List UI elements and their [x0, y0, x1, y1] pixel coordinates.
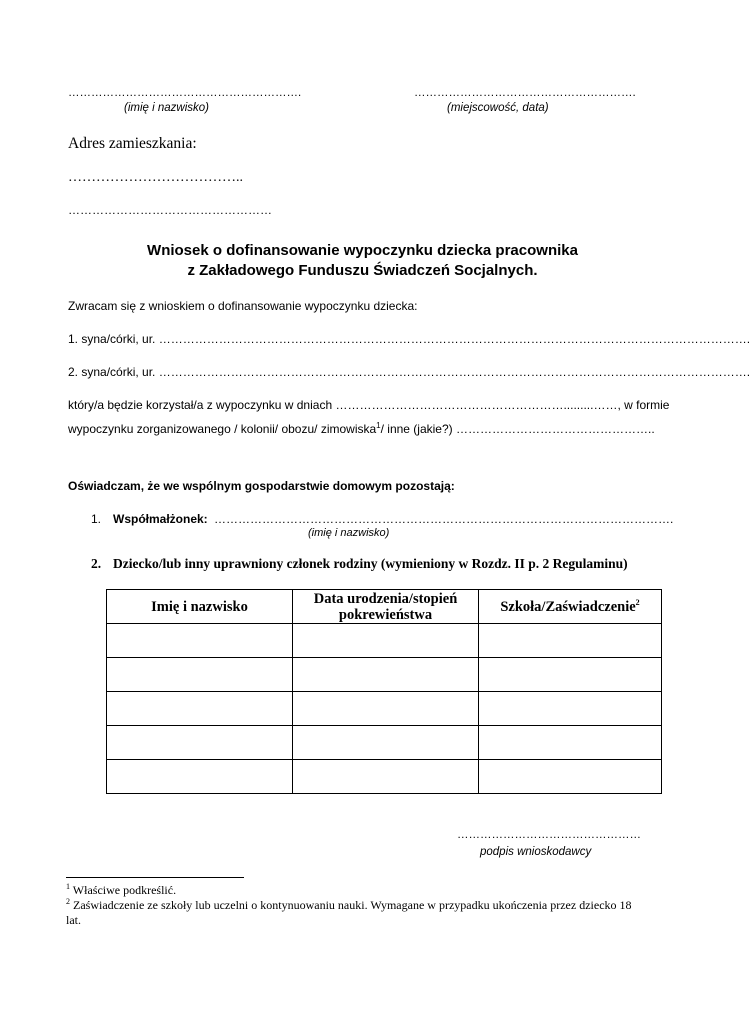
title-line-1: Wniosek o dofinansowanie wypoczynku dziecka pracownika	[147, 242, 578, 259]
table-cell[interactable]	[107, 726, 293, 760]
family-member-label: Dziecko/lub inny uprawniony członek rodziny (wymieniony w Rozdz. II p. 2 Regulaminu)	[113, 556, 628, 571]
family-members-table	[106, 589, 662, 794]
child-2-line: 2. syna/córki, ur. ………………………………………………………………………………………………………………………………….	[68, 365, 750, 379]
footnote-separator	[66, 877, 244, 878]
header-birth-relation	[293, 590, 479, 624]
header-birth-line2: pokrewieństwa	[338, 606, 433, 623]
table-cell[interactable]	[479, 726, 662, 760]
footnote-2-number: 2	[66, 897, 70, 906]
header-school-text: Szkoła/Zaświadczenie	[500, 598, 636, 615]
address-line-1: ………………………………..	[68, 170, 243, 185]
name-label: (imię i nazwisko)	[124, 102, 209, 114]
request-intro: Zwracam się z wnioskiem o dofinansowanie wypoczynku dziecka:	[68, 299, 418, 313]
table-header-row	[107, 590, 662, 624]
rest-form-text: wypoczynku zorganizowanego / kolonii/ obozu/ zimowiska	[68, 422, 377, 436]
table-row	[107, 658, 662, 692]
rest-dates-line: który/a będzie korzystał/a z wypoczynku w dniach ………………………………………………….........……, w formie	[68, 398, 670, 412]
table-row	[107, 760, 662, 794]
signature-dots: …………………………………………	[457, 829, 641, 841]
header-name: Imię i nazwisko	[107, 590, 293, 624]
footnote-1-number: 1	[66, 882, 70, 891]
table-cell[interactable]	[479, 624, 662, 658]
table-cell[interactable]	[479, 692, 662, 726]
table-row	[107, 624, 662, 658]
table-cell[interactable]	[479, 658, 662, 692]
table-row	[107, 692, 662, 726]
footnote-ref-1: 1	[376, 421, 381, 430]
footnote-2	[66, 898, 632, 913]
spouse-dots: …………………………………………………………………………………………………….	[214, 512, 674, 526]
table-cell[interactable]	[293, 760, 479, 794]
spouse-label: Współmałżonek:	[113, 512, 208, 526]
signature-label: podpis wnioskodawcy	[480, 846, 592, 858]
table-cell[interactable]	[293, 624, 479, 658]
table-cell[interactable]	[293, 726, 479, 760]
table-cell[interactable]	[107, 760, 293, 794]
header-school	[479, 590, 662, 624]
declaration-heading: Oświadczam, że we wspólnym gospodarstwie domowym pozostają:	[68, 479, 455, 493]
address-line-2: ……………………………………………	[68, 203, 272, 217]
child-1-line: 1. syna/córki, ur. ………………………………………………………………………………………………………………………………….	[68, 332, 750, 346]
spouse-sublabel: (imię i nazwisko)	[308, 527, 390, 539]
header-birth-line1: Data urodzenia/stopień	[313, 590, 458, 607]
title-line-2: z Zakładowego Funduszu Świadczeń Socjalnych.	[187, 262, 538, 279]
rest-other-text: / inne (jakie?) …………………………………………..	[380, 422, 655, 436]
footnote-ref-2: 2	[635, 597, 640, 607]
place-date-label: (miejscowość, data)	[447, 102, 549, 114]
item-2-number: 2.	[91, 556, 102, 571]
place-date-dots: ………………………………………………….	[414, 87, 636, 99]
table-cell[interactable]	[107, 624, 293, 658]
footnote-2-continuation: lat.	[66, 913, 81, 927]
table-cell[interactable]	[479, 760, 662, 794]
table-cell[interactable]	[107, 658, 293, 692]
footnote-2-text: Zaświadczenie ze szkoły lub uczelni o kontynuowaniu nauki. Wymagane w przypadku ukończenia przez dziecko 18	[70, 898, 632, 912]
footnote-1	[66, 883, 176, 898]
table-cell[interactable]	[293, 658, 479, 692]
footnote-1-text: Właściwe podkreślić.	[70, 883, 177, 897]
rest-form-line	[68, 422, 655, 436]
table-row	[107, 726, 662, 760]
address-label: Adres zamieszkania:	[68, 135, 197, 152]
table-cell[interactable]	[293, 692, 479, 726]
item-1-number: 1.	[91, 512, 102, 526]
table-cell[interactable]	[107, 692, 293, 726]
name-dots: …………………………………………………….	[68, 87, 302, 99]
